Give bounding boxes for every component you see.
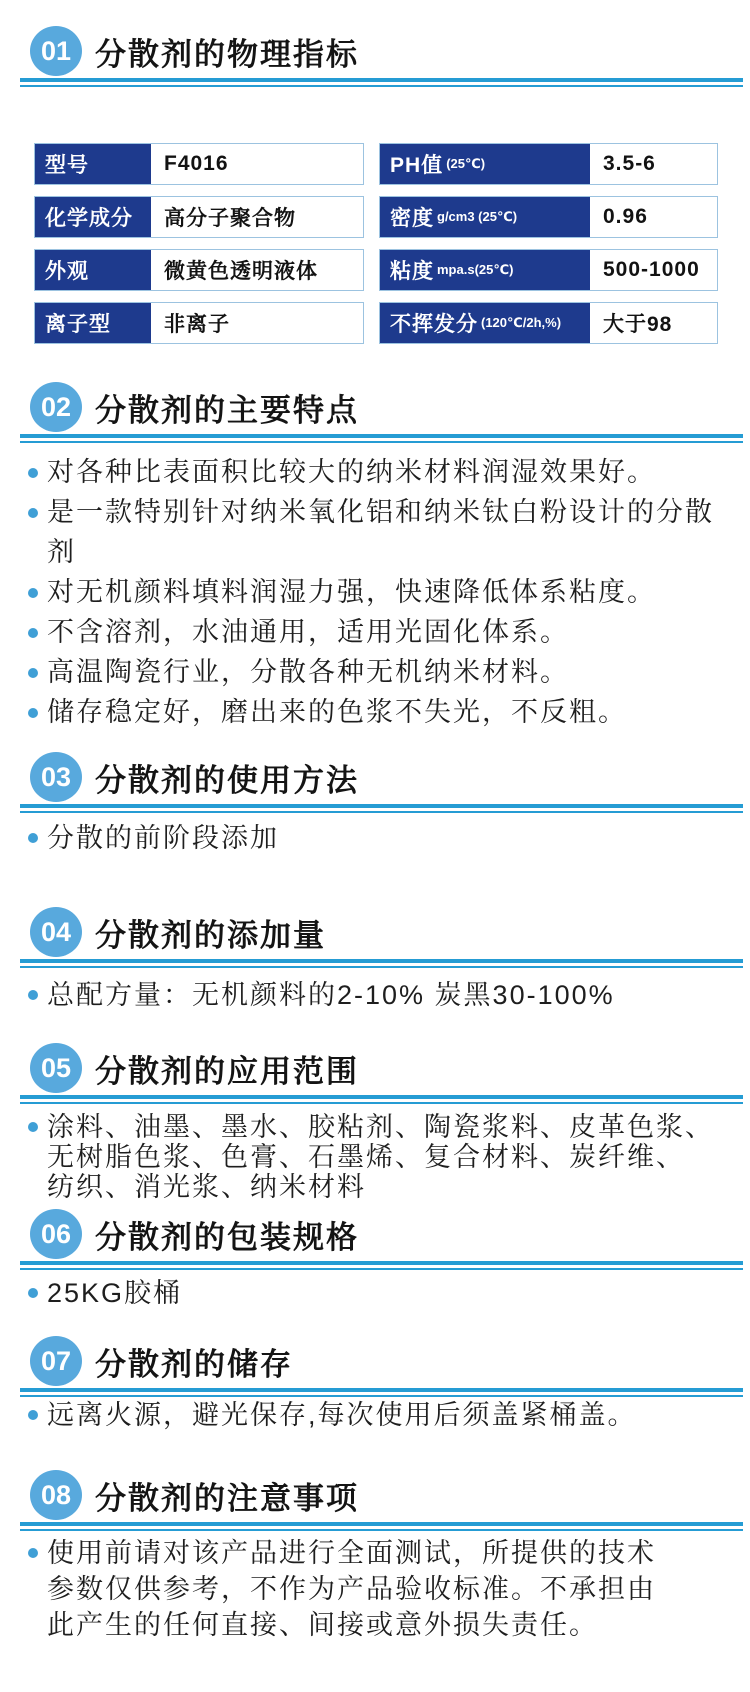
table-row <box>34 302 364 344</box>
bullet-dot <box>28 628 38 638</box>
list-item <box>28 1394 740 1436</box>
row-label-text: 型号 <box>45 154 89 177</box>
features-list <box>28 452 740 732</box>
section-header <box>30 1208 750 1260</box>
list-item-text: 25KG胶桶 <box>47 1278 183 1308</box>
section-number-badge: 03 <box>30 752 82 802</box>
row-label <box>35 197 151 237</box>
row-value: 高分子聚合物 <box>164 207 296 230</box>
section-number-badge: 07 <box>30 1336 82 1386</box>
row-label <box>35 144 151 184</box>
section-06-packaging <box>0 1208 750 1270</box>
bullet-dot <box>28 990 38 1000</box>
text-line: 纺织、消光浆、纳米材料 <box>47 1172 366 1202</box>
applications-list <box>28 1112 740 1202</box>
list-item-text <box>47 1112 714 1202</box>
row-label <box>380 250 590 290</box>
bullet-dot <box>28 1548 38 1558</box>
section-header <box>30 1469 750 1521</box>
row-value: 非离子 <box>164 313 230 336</box>
list-item <box>28 492 740 572</box>
packaging-list <box>28 1272 740 1314</box>
row-label-sub: g/cm3 (25℃) <box>437 209 518 224</box>
section-header <box>30 906 750 958</box>
section-header <box>30 1042 750 1094</box>
section-number-badge: 04 <box>30 907 82 957</box>
list-item-text <box>47 1535 656 1643</box>
section-01-physical-specs <box>0 25 750 87</box>
usage-list <box>28 817 740 859</box>
row-value: 0.96 <box>603 205 648 228</box>
list-item-text: 不含溶剂，水油通用，适用光固化体系。 <box>47 617 569 647</box>
section-divider <box>20 434 743 443</box>
table-row <box>34 196 364 238</box>
list-item <box>28 817 740 859</box>
bullet-dot <box>28 833 38 843</box>
section-number-badge: 08 <box>30 1470 82 1520</box>
spec-table <box>34 143 718 344</box>
list-item <box>28 572 740 612</box>
section-header <box>30 1335 750 1387</box>
section-03-usage-method <box>0 751 750 813</box>
dosage-list <box>28 974 740 1016</box>
row-value: 3.5-6 <box>603 152 656 175</box>
section-02-main-features <box>0 381 750 443</box>
list-item-text: 高温陶瓷行业，分散各种无机纳米材料。 <box>47 657 569 687</box>
row-label-sub: (25℃) <box>446 156 486 171</box>
section-divider <box>20 804 743 813</box>
list-item <box>28 1272 740 1314</box>
precautions-list <box>28 1535 740 1643</box>
text-line: 无树脂色浆、色膏、石墨烯、复合材料、炭纤维、 <box>47 1142 685 1172</box>
row-value: F4016 <box>164 152 229 175</box>
section-title: 分散剂的注意事项 <box>95 1480 359 1516</box>
text-line: 涂料、油墨、墨水、胶粘剂、陶瓷浆料、皮革色浆、 <box>47 1112 714 1142</box>
section-number-badge: 02 <box>30 382 82 432</box>
section-title: 分散剂的添加量 <box>95 917 326 953</box>
section-divider <box>20 1522 743 1531</box>
row-label <box>380 303 590 343</box>
spec-table-left-column <box>34 143 364 344</box>
list-item-text: 是一款特别针对纳米氧化铝和纳米钛白粉设计的分散剂 <box>47 497 714 567</box>
list-item-text: 对无机颜料填料润湿力强，快速降低体系粘度。 <box>47 577 656 607</box>
row-label-text: 离子型 <box>45 313 111 336</box>
section-05-applications <box>0 1042 750 1104</box>
bullet-dot <box>28 1288 38 1298</box>
section-title: 分散剂的使用方法 <box>95 762 359 798</box>
section-title: 分散剂的应用范围 <box>95 1053 359 1089</box>
section-title: 分散剂的主要特点 <box>95 392 359 428</box>
row-label-text: 不挥发分 <box>390 313 478 336</box>
section-header <box>30 25 750 77</box>
bullet-dot <box>28 588 38 598</box>
row-label <box>380 144 590 184</box>
bullet-dot <box>28 708 38 718</box>
list-item-text: 总配方量：无机颜料的2-10% 炭黑30-100% <box>47 980 615 1010</box>
text-line: 使用前请对该产品进行全面测试，所提供的技术 <box>47 1538 656 1568</box>
table-row <box>34 249 364 291</box>
row-label <box>35 250 151 290</box>
bullet-dot <box>28 468 38 478</box>
bullet-dot <box>28 668 38 678</box>
storage-list <box>28 1394 740 1436</box>
text-line: 参数仅供参考，不作为产品验收标准。不承担由 <box>47 1574 656 1604</box>
section-number-badge: 05 <box>30 1043 82 1093</box>
row-label <box>380 197 590 237</box>
row-label-sub: (120℃/2h,%) <box>481 315 562 330</box>
section-divider <box>20 1261 743 1270</box>
list-item <box>28 612 740 652</box>
row-value: 500-1000 <box>603 258 700 281</box>
section-07-storage <box>0 1335 750 1397</box>
spec-table-right-column <box>379 143 718 344</box>
row-label-text: 密度 <box>390 207 434 230</box>
list-item <box>28 692 740 732</box>
section-title: 分散剂的储存 <box>95 1346 293 1382</box>
section-header <box>30 381 750 433</box>
row-value: 大于98 <box>603 313 673 336</box>
section-number-badge: 06 <box>30 1209 82 1259</box>
section-08-precautions <box>0 1469 750 1531</box>
bullet-dot <box>28 1122 38 1132</box>
list-item-text: 远离火源，避光保存,每次使用后须盖紧桶盖。 <box>47 1400 637 1430</box>
row-label-text: 化学成分 <box>45 207 133 230</box>
list-item-text: 分散的前阶段添加 <box>47 823 279 853</box>
list-item <box>28 1112 740 1202</box>
table-row <box>379 302 718 344</box>
list-item <box>28 1535 740 1643</box>
section-04-dosage <box>0 906 750 968</box>
list-item <box>28 452 740 492</box>
text-line: 此产生的任何直接、间接或意外损失责任。 <box>47 1610 598 1640</box>
bullet-dot <box>28 1410 38 1420</box>
table-row <box>379 196 718 238</box>
list-item <box>28 652 740 692</box>
section-divider <box>20 959 743 968</box>
section-divider <box>20 1095 743 1104</box>
table-row <box>379 249 718 291</box>
section-header <box>30 751 750 803</box>
row-label-sub: mpa.s(25℃) <box>437 262 514 277</box>
list-item-text: 对各种比表面积比较大的纳米材料润湿效果好。 <box>47 457 656 487</box>
row-value: 微黄色透明液体 <box>164 260 318 283</box>
row-label <box>35 303 151 343</box>
list-item <box>28 974 740 1016</box>
row-label-text: 粘度 <box>390 260 434 283</box>
row-label-text: PH值 <box>390 154 444 177</box>
list-item-text: 储存稳定好，磨出来的色浆不失光，不反粗。 <box>47 697 627 727</box>
section-divider <box>20 78 743 87</box>
table-row <box>379 143 718 185</box>
section-title: 分散剂的包装规格 <box>95 1219 359 1255</box>
bullet-dot <box>28 508 38 518</box>
section-title: 分散剂的物理指标 <box>95 36 359 72</box>
section-number-badge: 01 <box>30 26 82 76</box>
table-row <box>34 143 364 185</box>
row-label-text: 外观 <box>45 260 89 283</box>
